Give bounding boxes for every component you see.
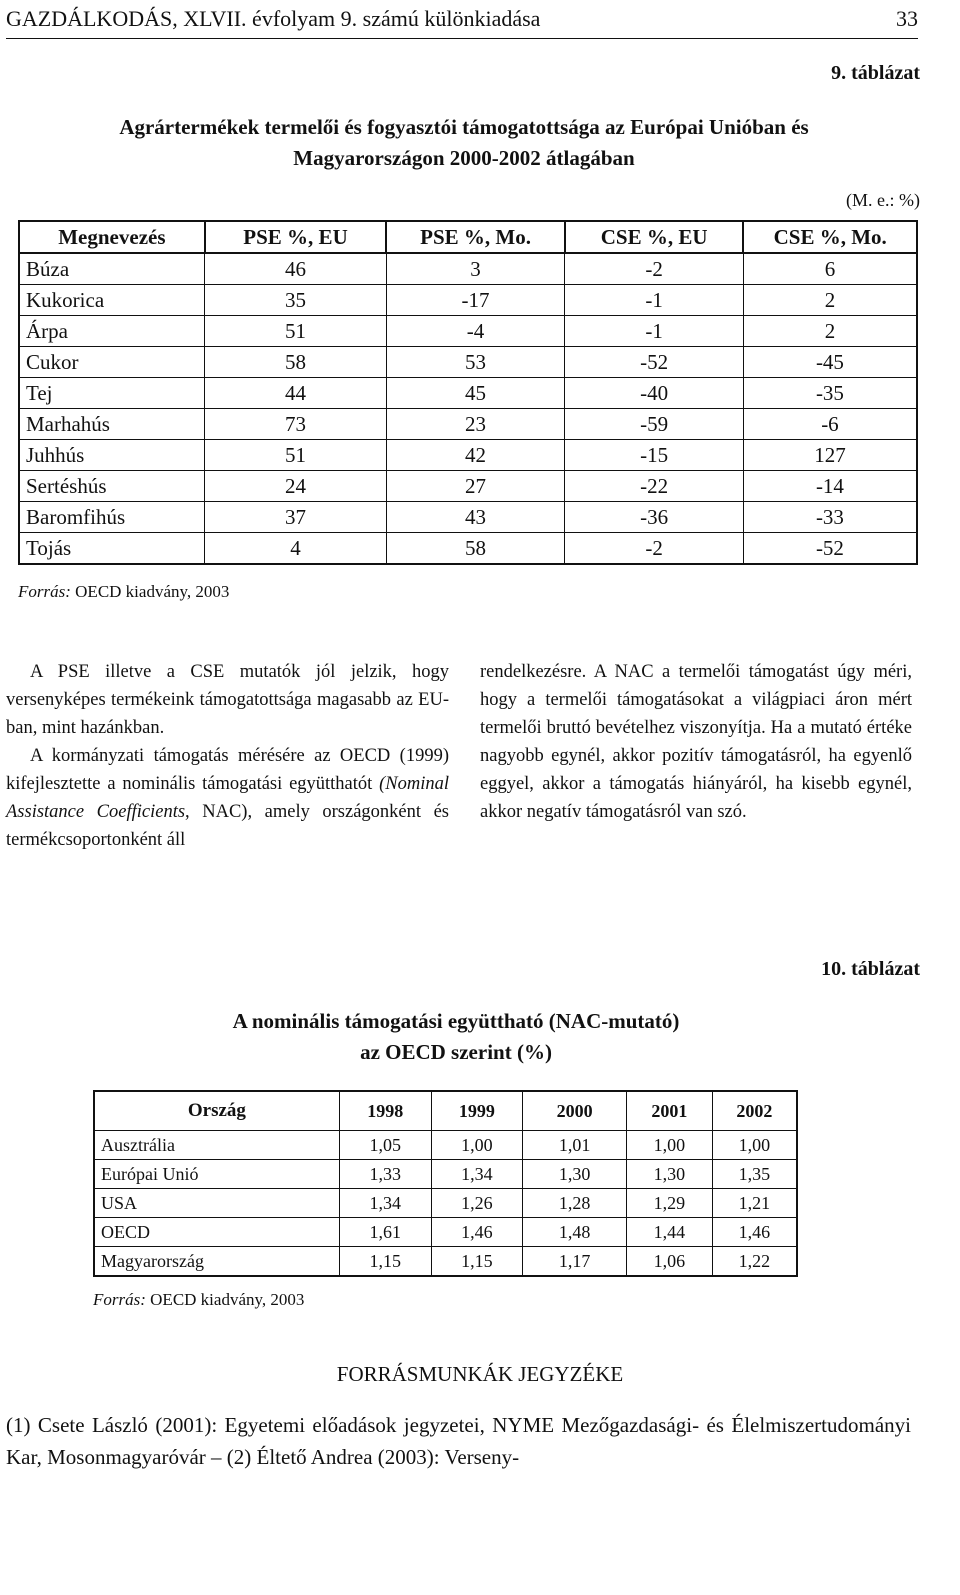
source-text: OECD kiadvány, 2003 bbox=[145, 1290, 305, 1309]
table-9-cell: -36 bbox=[565, 502, 744, 533]
references-text: (1) Csete László (2001): Egyetemi előadások jegyzetei, NYME Mezőgazdasági- és Élelmiszertudományi Kar, Mosonmagyaróvár – (2) Éltető Andrea (2003): Verseny- bbox=[6, 1413, 911, 1469]
table-9-cell: -4 bbox=[386, 316, 565, 347]
table-10-row-label: OECD bbox=[94, 1218, 339, 1247]
table-9-row-label: Tej bbox=[19, 378, 205, 409]
table-10-cell: 1,06 bbox=[626, 1247, 712, 1277]
table-9-cell: 27 bbox=[386, 471, 565, 502]
table-10-cell: 1,28 bbox=[523, 1189, 627, 1218]
table-9-cell: -15 bbox=[565, 440, 744, 471]
table-9-header-cell: PSE %, Mo. bbox=[386, 221, 565, 253]
running-header bbox=[6, 4, 918, 39]
table-9-cell: -14 bbox=[743, 471, 917, 502]
table-9-row bbox=[19, 409, 917, 440]
table-9-caption-line2: Magyarországon 2000-2002 átlagában bbox=[293, 146, 635, 170]
table-10-cell: 1,48 bbox=[523, 1218, 627, 1247]
table-10-cell: 1,01 bbox=[523, 1131, 627, 1160]
table-9-cell: -45 bbox=[743, 347, 917, 378]
table-9-row bbox=[19, 253, 917, 285]
table-9-cell: -52 bbox=[743, 533, 917, 565]
table-9-row bbox=[19, 285, 917, 316]
table-9-header-cell: PSE %, EU bbox=[205, 221, 387, 253]
table-9-row-label: Búza bbox=[19, 253, 205, 285]
paragraph-nac-italic: (Nominal Assistance Coefficients bbox=[6, 774, 449, 822]
table-9-cell: 45 bbox=[386, 378, 565, 409]
table-9-cell: -2 bbox=[565, 533, 744, 565]
table-9-cell: 58 bbox=[386, 533, 565, 565]
table-10-caption-line1: A nominális támogatási együttható (NAC-mutató) bbox=[232, 1009, 680, 1033]
source-label: Forrás: bbox=[18, 582, 71, 601]
table-10 bbox=[93, 1090, 798, 1277]
table-10-row-label: Európai Unió bbox=[94, 1160, 339, 1189]
table-10-number: 10. táblázat bbox=[821, 958, 920, 980]
table-9-cell: 51 bbox=[205, 440, 387, 471]
table-10-cell: 1,30 bbox=[523, 1160, 627, 1189]
table-10-cell: 1,26 bbox=[431, 1189, 523, 1218]
table-10-cell: 1,17 bbox=[523, 1247, 627, 1277]
table-9-caption bbox=[0, 112, 928, 174]
table-9-cell: -33 bbox=[743, 502, 917, 533]
table-9-cell: -52 bbox=[565, 347, 744, 378]
table-9-cell: -22 bbox=[565, 471, 744, 502]
table-10-header-cell: 1998 bbox=[339, 1091, 431, 1131]
table-10-cell: 1,15 bbox=[339, 1247, 431, 1277]
table-10-header-cell: 2002 bbox=[712, 1091, 797, 1131]
table-9-row bbox=[19, 471, 917, 502]
table-9-cell: 6 bbox=[743, 253, 917, 285]
page-number: 33 bbox=[896, 6, 918, 31]
table-9-row-label: Kukorica bbox=[19, 285, 205, 316]
table-10-cell: 1,44 bbox=[626, 1218, 712, 1247]
table-9-source bbox=[18, 582, 229, 602]
table-9-row bbox=[19, 533, 917, 565]
table-9-row bbox=[19, 502, 917, 533]
body-text-right-column bbox=[480, 658, 912, 826]
table-9-cell: 51 bbox=[205, 316, 387, 347]
table-10-cell: 1,46 bbox=[712, 1218, 797, 1247]
paragraph-nac-text-a: A kormányzati támogatás mérésére az OECD (1999) kifejlesztette a nominális támogatási együtthatót bbox=[6, 746, 449, 794]
table-9-cell: -35 bbox=[743, 378, 917, 409]
table-9 bbox=[18, 220, 918, 565]
table-10-cell: 1,00 bbox=[431, 1131, 523, 1160]
table-9-cell: 24 bbox=[205, 471, 387, 502]
table-9-row-label: Marhahús bbox=[19, 409, 205, 440]
table-9-cell: 23 bbox=[386, 409, 565, 440]
table-9-cell: 42 bbox=[386, 440, 565, 471]
references-title: FORRÁSMUNKÁK JEGYZÉKE bbox=[336, 1362, 624, 1386]
table-10-row bbox=[94, 1189, 797, 1218]
table-9-header-cell: CSE %, EU bbox=[565, 221, 744, 253]
table-10-source bbox=[93, 1290, 304, 1310]
table-10-row-label: USA bbox=[94, 1189, 339, 1218]
table-10-row bbox=[94, 1131, 797, 1160]
table-9-cell: -2 bbox=[565, 253, 744, 285]
table-10-cell: 1,33 bbox=[339, 1160, 431, 1189]
table-10-row-label: Magyarország bbox=[94, 1247, 339, 1277]
table-9-row bbox=[19, 440, 917, 471]
table-10-header-cell: 2001 bbox=[626, 1091, 712, 1131]
table-10-row bbox=[94, 1247, 797, 1277]
table-9-row-label: Juhhús bbox=[19, 440, 205, 471]
table-9-cell: -59 bbox=[565, 409, 744, 440]
table-10-cell: 1,22 bbox=[712, 1247, 797, 1277]
table-10-cell: 1,29 bbox=[626, 1189, 712, 1218]
source-text: OECD kiadvány, 2003 bbox=[70, 582, 230, 601]
paragraph-nac-intro bbox=[6, 742, 449, 854]
table-10-header-cell: Ország bbox=[94, 1091, 339, 1131]
table-10-cell: 1,34 bbox=[339, 1189, 431, 1218]
table-10-caption-line2: az OECD szerint (%) bbox=[360, 1040, 552, 1064]
table-9-cell: 37 bbox=[205, 502, 387, 533]
table-10-cell: 1,30 bbox=[626, 1160, 712, 1189]
table-9-cell: -40 bbox=[565, 378, 744, 409]
paragraph-nac-definition: rendelkezésre. A NAC a termelői támogatást úgy méri, hogy a termelői támogatásokat a világpiaci áron mért termelői bruttó bevételhez viszonyítja. Ha a mutató értéke nagyobb egynél, akkor pozitív támogatásról, ha egyenlő eggyel, akkor a támogatás hiányáról, ha kisebb egynél, akkor negatív támogatásról van szó. bbox=[480, 662, 912, 822]
table-10-cell: 1,46 bbox=[431, 1218, 523, 1247]
table-10-cell: 1,15 bbox=[431, 1247, 523, 1277]
table-9-row-label: Tojás bbox=[19, 533, 205, 565]
table-10-cell: 1,21 bbox=[712, 1189, 797, 1218]
table-10-header-row bbox=[94, 1091, 797, 1131]
table-9-cell: 2 bbox=[743, 285, 917, 316]
table-10-cell: 1,35 bbox=[712, 1160, 797, 1189]
table-9-row-label: Árpa bbox=[19, 316, 205, 347]
table-10-cell: 1,34 bbox=[431, 1160, 523, 1189]
table-9-cell: 2 bbox=[743, 316, 917, 347]
table-10-row bbox=[94, 1160, 797, 1189]
table-9-cell: 35 bbox=[205, 285, 387, 316]
table-9-cell: -1 bbox=[565, 285, 744, 316]
source-label: Forrás: bbox=[93, 1290, 146, 1309]
body-text-left-column bbox=[6, 658, 449, 854]
table-9-row bbox=[19, 347, 917, 378]
table-9-cell: 3 bbox=[386, 253, 565, 285]
table-9-header-row bbox=[19, 221, 917, 253]
table-9-cell: 73 bbox=[205, 409, 387, 440]
table-10-header-cell: 2000 bbox=[523, 1091, 627, 1131]
table-9-body bbox=[19, 253, 917, 564]
journal-title: GAZDÁLKODÁS, XLVII. évfolyam 9. számú különkiadása bbox=[6, 6, 541, 31]
table-10-body bbox=[94, 1131, 797, 1277]
table-9-row-label: Sertéshús bbox=[19, 471, 205, 502]
table-9-row-label: Cukor bbox=[19, 347, 205, 378]
table-10-row-label: Ausztrália bbox=[94, 1131, 339, 1160]
table-9-cell: 44 bbox=[205, 378, 387, 409]
table-9-cell: 127 bbox=[743, 440, 917, 471]
paragraph-pse-cse: A PSE illetve a CSE mutatók jól jelzik, hogy versenyképes termékeink támogatottsága magasabb az EU-ban, mint hazánkban. bbox=[6, 662, 449, 738]
table-9-cell: -17 bbox=[386, 285, 565, 316]
table-9-row-label: Baromfihús bbox=[19, 502, 205, 533]
table-9-cell: 46 bbox=[205, 253, 387, 285]
table-9-cell: 53 bbox=[386, 347, 565, 378]
table-9-caption-line1: Agrártermékek termelői és fogyasztói támogatottsága az Európai Unióban és bbox=[119, 115, 809, 139]
table-10-cell: 1,61 bbox=[339, 1218, 431, 1247]
table-10-caption bbox=[0, 1006, 912, 1068]
table-10-cell: 1,00 bbox=[712, 1131, 797, 1160]
table-9-cell: -6 bbox=[743, 409, 917, 440]
table-9-cell: 4 bbox=[205, 533, 387, 565]
table-9-row bbox=[19, 378, 917, 409]
table-10-header-cell: 1999 bbox=[431, 1091, 523, 1131]
table-10-cell: 1,00 bbox=[626, 1131, 712, 1160]
table-9-row bbox=[19, 316, 917, 347]
table-9-cell: 43 bbox=[386, 502, 565, 533]
table-9-cell: -1 bbox=[565, 316, 744, 347]
table-9-header-cell: Megnevezés bbox=[19, 221, 205, 253]
table-9-number: 9. táblázat bbox=[831, 62, 920, 84]
table-9-header-cell: CSE %, Mo. bbox=[743, 221, 917, 253]
table-9-cell: 58 bbox=[205, 347, 387, 378]
table-10-row bbox=[94, 1218, 797, 1247]
paragraph-nac-text-b: , NAC), amely országonként és termékcsoportonként áll bbox=[6, 802, 450, 850]
table-10-cell: 1,05 bbox=[339, 1131, 431, 1160]
table-9-unit: (M. e.: %) bbox=[846, 190, 920, 210]
